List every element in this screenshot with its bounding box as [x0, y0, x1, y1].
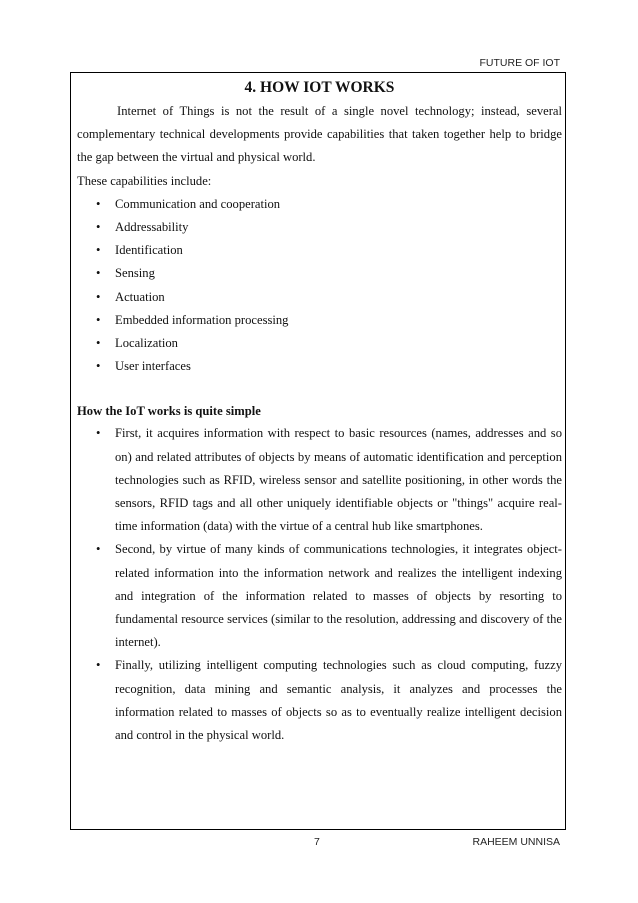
list-item: • Actuation — [77, 286, 562, 309]
bullet-icon: • — [96, 658, 101, 673]
list-item: • User interfaces — [77, 355, 562, 378]
bullet-icon: • — [96, 336, 101, 351]
list-item: • Addressability — [77, 216, 562, 239]
list-item: • Finally, utilizing intelligent computing technologies such as cloud computing, fuzzy recognition, data mining and semantic analysis, it analyzes and processes the information related to masses of objects so as to eventually realize intelligent decision and control in the physical world. — [77, 654, 562, 747]
intro-paragraph: Internet of Things is not the result of a single novel technology; instead, several complementary technical developments provide capabilities that taken together help to bridge the gap between the virtual and physical world. — [77, 104, 562, 165]
page-number: 7 — [314, 836, 320, 848]
running-header: FUTURE OF IOT — [479, 57, 560, 69]
author-name: RAHEEM UNNISA — [472, 836, 560, 848]
subheading: How the IoT works is quite simple — [77, 404, 261, 419]
capabilities-intro: These capabilities include: — [77, 173, 212, 188]
bullet-icon: • — [96, 312, 101, 327]
bullet-icon: • — [96, 266, 101, 281]
steps-list — [77, 422, 562, 747]
section-title: 4. HOW IOT WORKS — [244, 79, 395, 96]
list-item: • Localization — [77, 332, 562, 355]
bullet-icon: • — [96, 289, 101, 304]
list-item: • Second, by virtue of many kinds of communications technologies, it integrates object-related information into the information network and realizes the intelligent indexing and integration of the information related to masses of objects by resorting to fundamental resource services (similar to the resolution, addressing and discovery of the internet). — [77, 538, 562, 654]
list-item: • Identification — [77, 239, 562, 262]
bullet-icon: • — [96, 220, 101, 235]
bullet-icon: • — [96, 359, 101, 374]
list-item: • Sensing — [77, 262, 562, 285]
capabilities-list — [77, 193, 562, 379]
bullet-icon: • — [96, 426, 101, 441]
page-content — [77, 72, 562, 747]
bullet-icon: • — [96, 542, 101, 557]
bullet-icon: • — [96, 243, 101, 258]
bullet-icon: • — [96, 196, 101, 211]
list-item: • Communication and cooperation — [77, 193, 562, 216]
list-item: • First, it acquires information with respect to basic resources (names, addresses and so on) and related attributes of objects by means of automatic identification and perception technologies such as RFID, wireless sensor and satellite positioning, in other words the sensors, RFID tags and all other uniquely identifiable objects or "things" acquire real-time information (data) with the virtue of a central hub like smartphones. — [77, 422, 562, 538]
list-item: • Embedded information processing — [77, 309, 562, 332]
